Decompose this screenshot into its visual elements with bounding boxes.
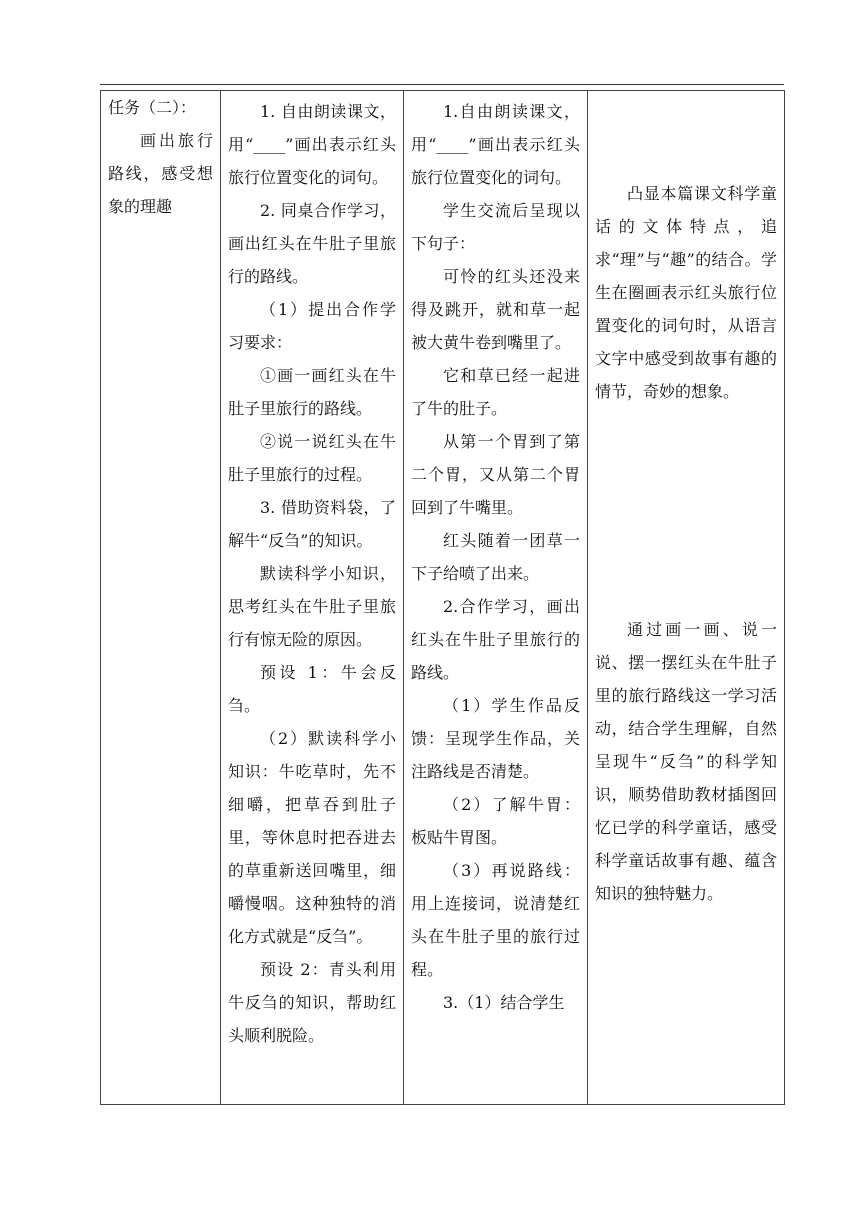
- list-item: 2. 同桌合作学习，画出红头在牛肚子里旅行的路线。: [228, 201, 396, 286]
- list-item: 默读科学小知识，思考红头在牛肚子里旅行有惊无险的原因。: [228, 564, 396, 649]
- list-item: 从第一个胃到了第二个胃，又从第二个胃回到了牛嘴里。: [411, 432, 580, 517]
- list-item: 可怜的红头还没来得及跳开，就和草一起被大黄牛卷到嘴里了。: [411, 267, 580, 352]
- header-rule: [100, 84, 784, 85]
- task-cell: [101, 91, 221, 1105]
- list-item: 预设 2：青头利用牛反刍的知识，帮助红头顺利脱险。: [228, 960, 396, 1045]
- list-item: 它和草已经一起进了牛的肚子。: [411, 366, 580, 418]
- list-item: 1. 自由朗读课文，用“____”画出表示红头旅行位置变化的词句。: [228, 102, 396, 187]
- list-item: 3.（1）结合学生: [443, 993, 565, 1012]
- list-item: ①画一画红头在牛肚子里旅行的路线。: [228, 366, 396, 418]
- task-title: 画出旅行路线，感受想象的理趣: [108, 131, 213, 216]
- list-item: 1.自由朗读课文，用“____”画出表示红头旅行位置变化的词句。: [411, 102, 580, 187]
- spacer: [595, 91, 777, 177]
- list-item: 红头随着一团草一下子给喷了出来。: [411, 531, 580, 583]
- spacer: [595, 408, 777, 613]
- list-item: 3. 借助资料袋，了解牛“反刍”的知识。: [228, 498, 396, 550]
- list-item: 学生交流后呈现以下句子：: [411, 201, 580, 253]
- design-intent-paragraph: 凸显本篇课文科学童话的文体特点，追求“理”与“趣”的结合。学生在圈画表示红头旅行位置变化的词句时，从语言文字中感受到故事有趣的情节，奇妙的想象。: [595, 184, 777, 401]
- table-row: [101, 91, 785, 1105]
- student-activity-cell: [221, 91, 404, 1105]
- list-item: （2）了解牛胃：板贴牛胃图。: [411, 795, 580, 847]
- design-intent-paragraph: 通过画一画、说一说、摆一摆红头在牛肚子里的旅行路线这一学习活动，结合学生理解，自然呈现牛“反刍”的科学知识，顺势借助教材插图回忆已学的科学童话，感受科学童话故事有趣、蕴含知识的独特魅力。: [595, 620, 777, 903]
- list-item: （1）学生作品反馈：呈现学生作品，关注路线是否清楚。: [411, 696, 580, 781]
- design-intent-cell: [588, 91, 785, 1105]
- lesson-plan-table: [100, 90, 785, 1105]
- task-label: 任务（二）：: [108, 98, 197, 117]
- list-item: （1）提出合作学习要求：: [228, 300, 396, 352]
- list-item: （2）默读科学小知识：牛吃草时，先不细嚼，把草吞到肚子里，等休息时把吞进去的草重新送回嘴里，细嚼慢咽。这种独特的消化方式就是“反刍”。: [228, 729, 396, 946]
- list-item: （3）再说路线：用上连接词，说清楚红头在牛肚子里的旅行过程。: [411, 861, 580, 979]
- list-item: 预设 1：牛会反刍。: [228, 663, 396, 715]
- teacher-guidance-cell: [404, 91, 588, 1105]
- list-item: ②说一说红头在牛肚子里旅行的过程。: [228, 432, 396, 484]
- list-item: 2.合作学习，画出红头在牛肚子里旅行的路线。: [411, 597, 580, 682]
